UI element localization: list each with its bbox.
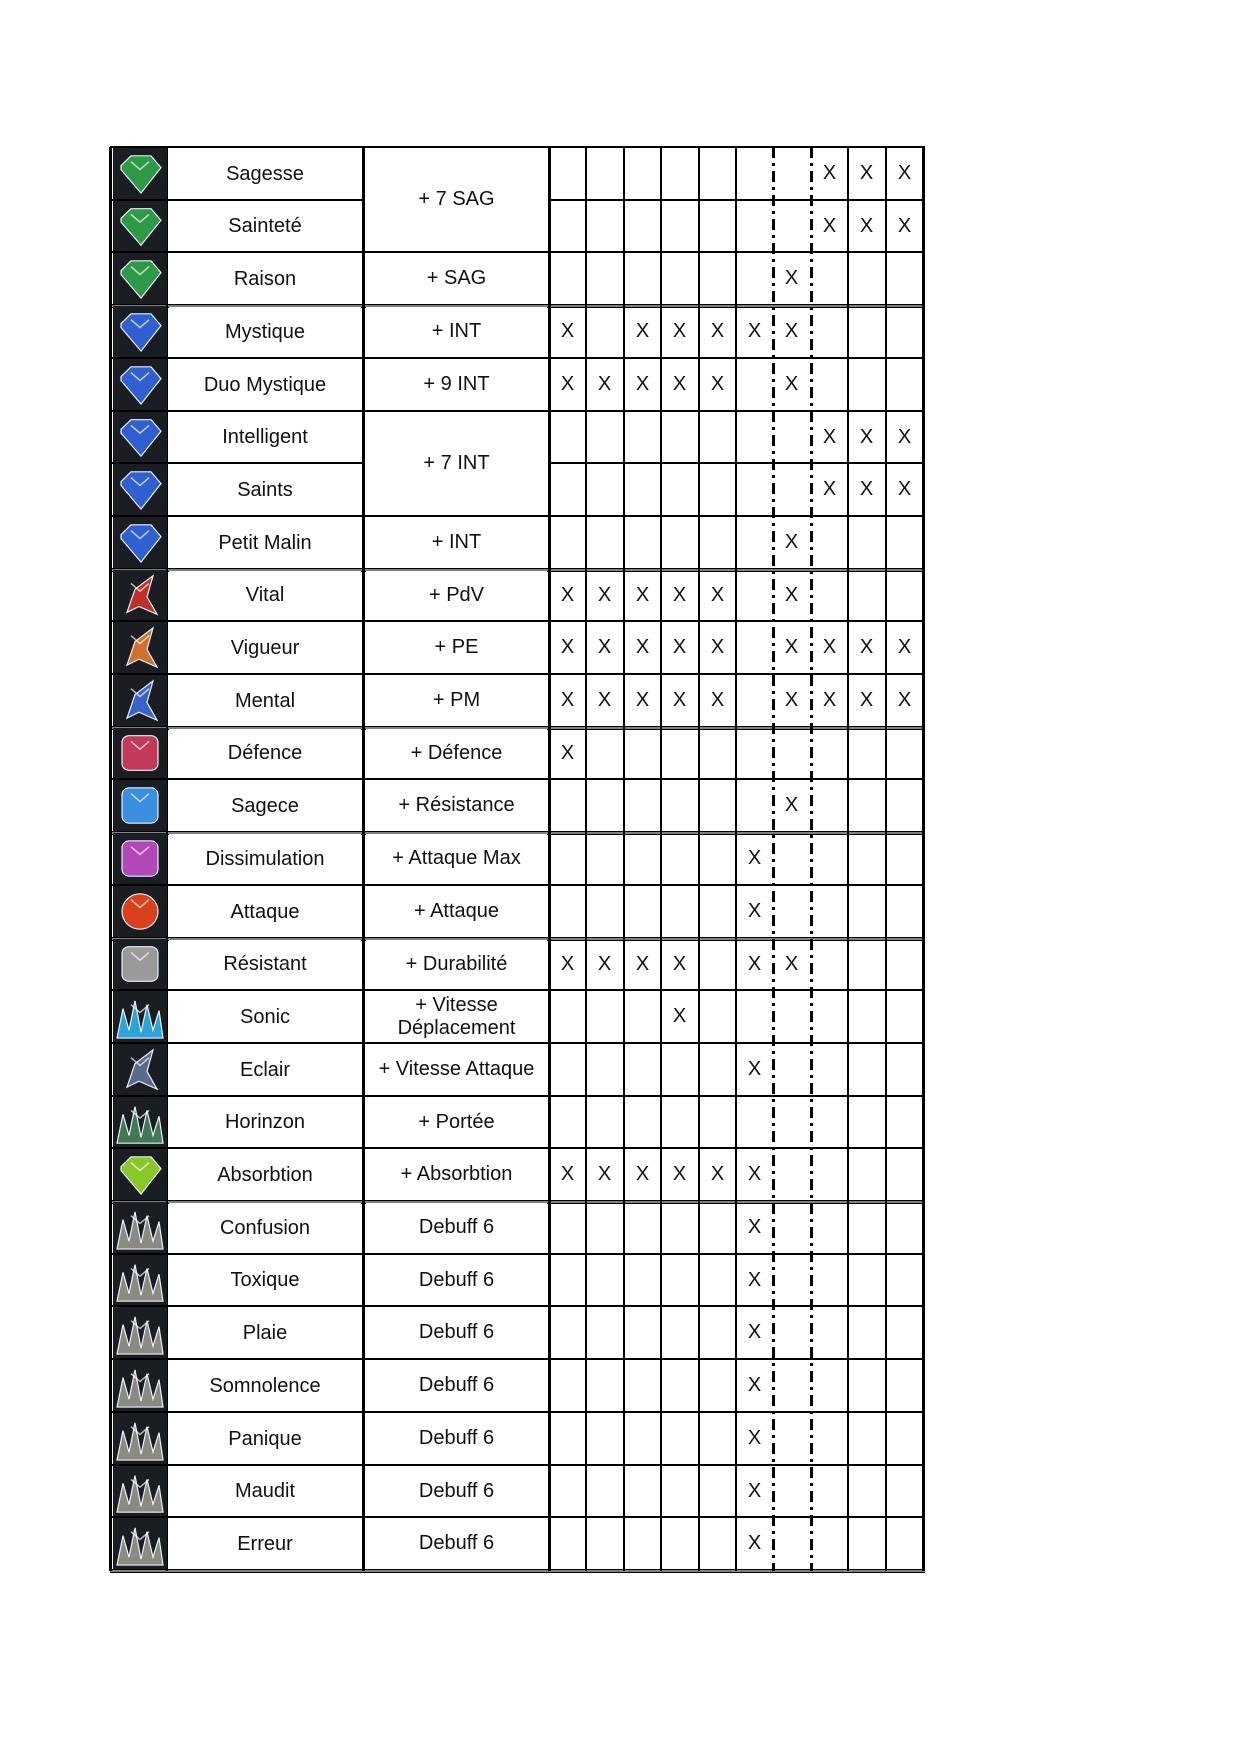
gem-name: Sainteté — [169, 202, 361, 251]
mark-x: X — [672, 583, 687, 606]
column-divider — [698, 147, 700, 1571]
mark-x: X — [597, 689, 612, 711]
effect-cell: Debuff 6 — [366, 1519, 547, 1568]
row-divider — [110, 357, 925, 359]
gem-name: Plaie — [169, 1308, 361, 1358]
mark-x: X — [597, 636, 612, 658]
mark-x: X — [747, 320, 762, 342]
mark-x: X — [784, 320, 799, 342]
blue-gem-icon — [113, 306, 167, 357]
effect-cell: + Absorbtion — [366, 1150, 547, 1199]
gem-name: Intelligent — [169, 413, 361, 462]
green-gem-icon — [113, 148, 167, 199]
row-divider — [110, 673, 925, 675]
row-divider — [110, 1305, 925, 1307]
row-divider — [110, 1095, 925, 1097]
mark-x: X — [597, 583, 612, 606]
mark-x: X — [747, 900, 762, 922]
effect-cell: Debuff 6 — [366, 1467, 547, 1515]
effect-cell: Debuff 6 — [366, 1414, 547, 1463]
mark-x: X — [560, 373, 575, 395]
gem-name: Erreur — [169, 1519, 361, 1569]
effect-cell: + PdV — [366, 571, 547, 619]
row-divider — [110, 620, 925, 622]
row-divider — [110, 1411, 925, 1413]
mark-x: X — [710, 320, 725, 342]
mark-x: X — [635, 583, 650, 606]
mark-x: X — [784, 952, 799, 975]
mark-x: X — [822, 214, 837, 237]
grey-crystal-cluster-icon — [113, 1307, 167, 1358]
mark-x: X — [784, 531, 799, 553]
mark-x: X — [747, 1532, 762, 1554]
gem-name: Confusion — [169, 1203, 361, 1253]
blue-gem-icon — [113, 412, 167, 462]
mark-x: X — [560, 952, 575, 975]
row-divider — [110, 1569, 925, 1573]
gem-name: Absorbtion — [169, 1150, 361, 1200]
blue-gem-icon — [113, 359, 167, 410]
row-divider — [110, 1042, 925, 1044]
column-divider — [362, 147, 365, 1571]
gem-name: Duo Mystique — [169, 360, 361, 410]
mark-x: X — [897, 636, 912, 658]
dash-divider — [810, 147, 813, 1571]
gem-name: Vital — [169, 571, 361, 620]
mark-x: X — [897, 162, 912, 184]
gem-name: Petit Malin — [169, 518, 361, 568]
gem-table — [110, 147, 940, 1592]
mark-x: X — [635, 1163, 650, 1185]
gem-name: Sagece — [169, 781, 361, 831]
effect-cell: + SAG — [366, 254, 547, 303]
grey-crystal-cluster-icon — [113, 1360, 167, 1411]
blue-shard-icon — [113, 675, 167, 726]
mark-x: X — [747, 1427, 762, 1449]
mark-x: X — [672, 320, 687, 342]
effect-cell: + Vitesse Attaque — [366, 1045, 547, 1094]
gem-name: Panique — [169, 1414, 361, 1464]
blue-gem-icon — [113, 464, 167, 515]
orange-shard-icon — [113, 622, 167, 673]
gem-name: Horinzon — [169, 1098, 361, 1147]
gem-name: Vigueur — [169, 623, 361, 673]
row-divider — [110, 1253, 925, 1255]
gem-name: Mental — [169, 676, 361, 726]
gem-name: Sonic — [169, 992, 361, 1042]
mark-x: X — [822, 689, 837, 711]
mark-x: X — [784, 794, 799, 816]
gem-name: Somnolence — [169, 1361, 361, 1411]
effect-cell: Debuff 6 — [366, 1361, 547, 1410]
mark-x: X — [597, 373, 612, 395]
mark-x: X — [784, 689, 799, 711]
pink-stone-icon — [113, 728, 167, 778]
mark-x: X — [859, 425, 874, 448]
green-gem-icon — [113, 201, 167, 251]
mark-x: X — [560, 636, 575, 658]
dash-divider — [772, 147, 775, 1571]
mark-x: X — [635, 320, 650, 342]
grey-crystal-cluster-icon — [113, 1466, 167, 1516]
red-shard-icon — [113, 570, 167, 620]
effect-cell: + Attaque Max — [366, 834, 547, 883]
effect-cell: + 9 INT — [366, 360, 547, 409]
effect-cell: + Attaque — [366, 887, 547, 936]
gem-name: Résistant — [169, 940, 361, 989]
mark-x: X — [784, 583, 799, 606]
column-divider — [548, 147, 551, 1571]
mark-x: X — [747, 1479, 762, 1502]
mark-x: X — [747, 847, 762, 869]
mark-x: X — [747, 1374, 762, 1396]
column-divider — [660, 147, 662, 1571]
mark-x: X — [597, 1163, 612, 1185]
mark-x: X — [747, 952, 762, 975]
effect-cell: + 7 INT — [366, 413, 547, 514]
blue-gem-icon — [113, 517, 167, 568]
row-divider — [549, 199, 925, 201]
effect-cell: Debuff 6 — [366, 1308, 547, 1357]
row-divider — [110, 989, 925, 991]
mark-x: X — [635, 636, 650, 658]
light-blue-stone-icon — [113, 780, 167, 831]
row-divider — [110, 1516, 925, 1518]
mark-x: X — [672, 689, 687, 711]
effect-cell: + Durabilité — [366, 940, 547, 988]
gem-name: Raison — [169, 254, 361, 304]
effect-cell: + Vitesse Déplacement — [366, 992, 547, 1041]
dark-green-crystal-icon — [113, 1097, 167, 1147]
mark-x: X — [560, 583, 575, 606]
mark-x: X — [560, 689, 575, 711]
effect-cell: + INT — [366, 518, 547, 567]
effect-cell: + Résistance — [366, 781, 547, 830]
mark-x: X — [710, 636, 725, 658]
mark-x: X — [822, 636, 837, 658]
cyan-crystal-icon — [113, 991, 167, 1042]
mark-x: X — [897, 425, 912, 448]
row-divider — [110, 1358, 925, 1360]
column-divider — [847, 147, 849, 1571]
grey-stone-icon — [113, 939, 167, 989]
mark-x: X — [560, 1163, 575, 1185]
lime-gem-icon — [113, 1149, 167, 1200]
effect-cell: Debuff 6 — [366, 1256, 547, 1304]
mark-x: X — [597, 952, 612, 975]
mark-x: X — [672, 1163, 687, 1185]
column-divider — [585, 147, 587, 1571]
mark-x: X — [747, 1163, 762, 1185]
mark-x: X — [672, 952, 687, 975]
mark-x: X — [710, 689, 725, 711]
row-divider — [110, 1147, 925, 1149]
effect-cell: + PM — [366, 676, 547, 725]
mark-x: X — [784, 267, 799, 289]
row-divider — [110, 778, 925, 780]
mark-x: X — [710, 1163, 725, 1185]
effect-cell: Debuff 6 — [366, 1203, 547, 1252]
gem-name: Dissimulation — [169, 834, 361, 884]
effect-cell: + Défence — [366, 729, 547, 777]
effect-cell: + INT — [366, 307, 547, 356]
mark-x: X — [784, 373, 799, 395]
gem-name: Sagesse — [169, 149, 361, 199]
column-divider — [922, 147, 925, 1571]
mark-x: X — [822, 425, 837, 448]
mark-x: X — [635, 373, 650, 395]
row-divider — [549, 462, 925, 464]
mark-x: X — [897, 214, 912, 237]
mark-x: X — [822, 162, 837, 184]
mark-x: X — [784, 636, 799, 658]
mark-x: X — [672, 1005, 687, 1027]
gem-name: Maudit — [169, 1467, 361, 1516]
mark-x: X — [747, 1216, 762, 1238]
gem-name: Attaque — [169, 887, 361, 937]
column-divider — [885, 147, 887, 1571]
mark-x: X — [897, 689, 912, 711]
mark-x: X — [560, 741, 575, 764]
gem-name: Saints — [169, 465, 361, 515]
mark-x: X — [635, 689, 650, 711]
column-divider — [735, 147, 737, 1571]
row-divider — [110, 884, 925, 886]
mark-x: X — [747, 1058, 762, 1080]
mark-x: X — [747, 1321, 762, 1343]
row-divider — [110, 410, 925, 412]
mark-x: X — [672, 373, 687, 395]
mark-x: X — [710, 373, 725, 395]
mark-x: X — [560, 320, 575, 342]
mark-x: X — [710, 583, 725, 606]
mark-x: X — [897, 478, 912, 500]
effect-cell: + PE — [366, 623, 547, 672]
grey-crystal-cluster-icon — [113, 1518, 167, 1569]
row-divider — [110, 146, 925, 148]
mark-x: X — [672, 636, 687, 658]
mark-x: X — [822, 478, 837, 500]
gem-name: Eclair — [169, 1045, 361, 1095]
mark-x: X — [859, 636, 874, 658]
grey-crystal-cluster-icon — [113, 1202, 167, 1253]
mark-x: X — [859, 478, 874, 500]
row-divider — [110, 1464, 925, 1466]
gem-name: Mystique — [169, 307, 361, 357]
purple-stone-icon — [113, 833, 167, 884]
fire-orb-icon — [113, 886, 167, 937]
mark-x: X — [859, 214, 874, 237]
green-gem-icon — [113, 253, 167, 304]
grey-crystal-cluster-icon — [113, 1413, 167, 1464]
row-divider — [110, 515, 925, 517]
column-divider — [109, 147, 112, 1571]
mark-x: X — [859, 689, 874, 711]
grey-crystal-cluster-icon — [113, 1255, 167, 1305]
gem-name: Défence — [169, 729, 361, 778]
effect-cell: + 7 SAG — [366, 149, 547, 250]
column-divider — [623, 147, 625, 1571]
effect-cell: + Portée — [366, 1098, 547, 1146]
mark-x: X — [747, 1268, 762, 1291]
row-divider — [110, 251, 925, 253]
mark-x: X — [635, 952, 650, 975]
mark-x: X — [859, 162, 874, 184]
lightning-shard-icon — [113, 1044, 167, 1095]
gem-name: Toxique — [169, 1256, 361, 1305]
